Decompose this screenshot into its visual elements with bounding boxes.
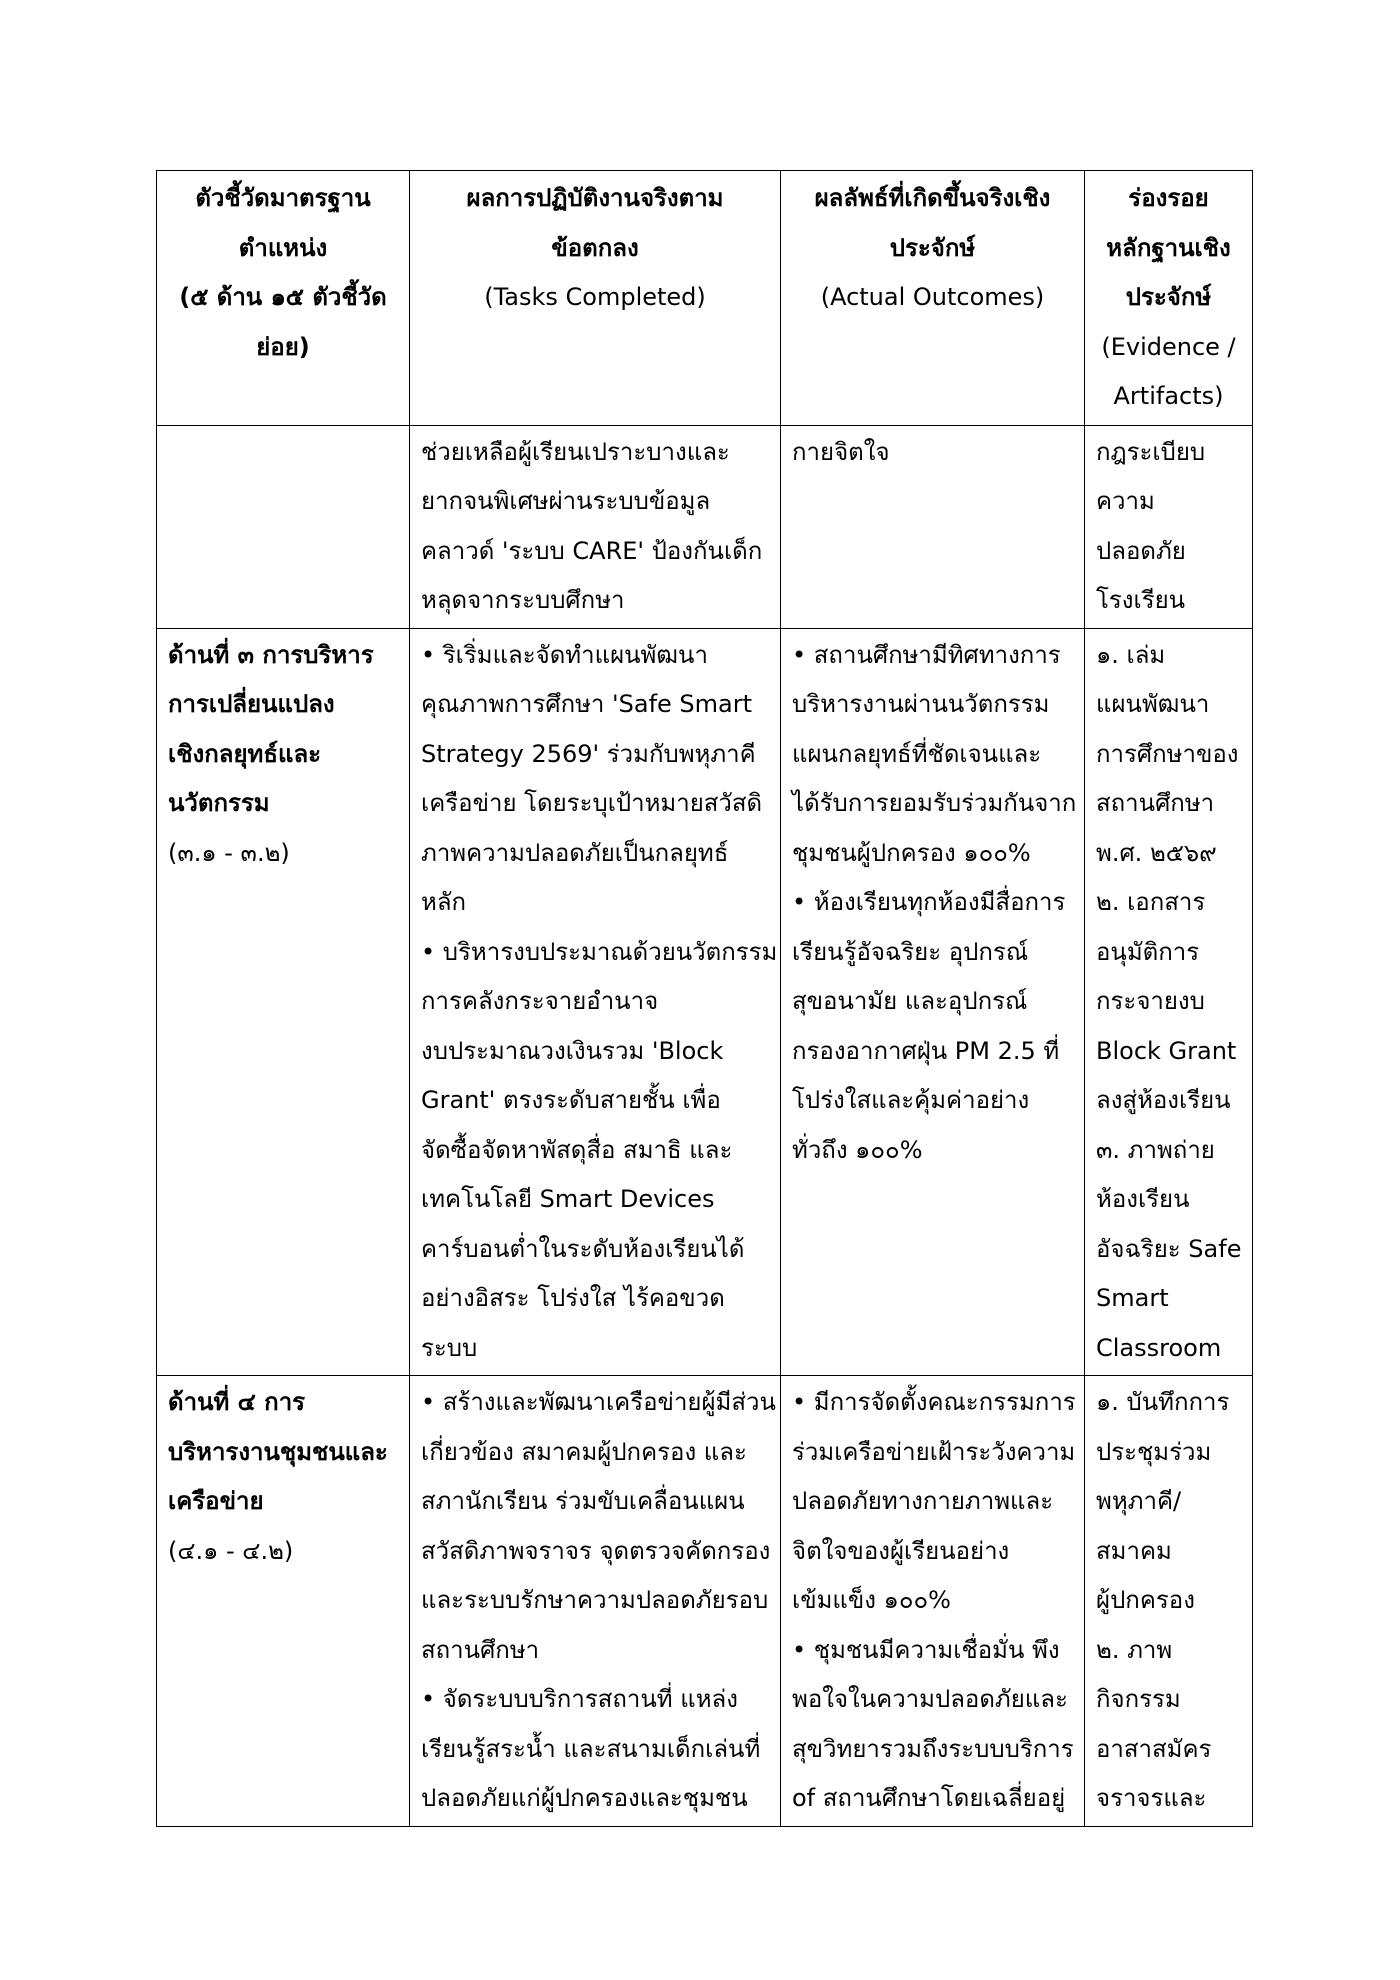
header-indicator bbox=[157, 171, 410, 426]
text-line: (Actual Outcomes) bbox=[820, 283, 1045, 311]
performance-table bbox=[156, 170, 1253, 1827]
indicator-cell bbox=[157, 1376, 410, 1827]
text-line: สมาคม bbox=[1096, 1536, 1172, 1565]
header-evidence bbox=[1085, 171, 1253, 426]
text-line: ผู้ปกครอง bbox=[1096, 1586, 1195, 1614]
evidence-cell bbox=[1085, 1376, 1253, 1827]
text-line: งบประมาณวงเงินรวม 'Block bbox=[421, 1036, 724, 1065]
text-line: การศึกษาของ bbox=[1096, 739, 1239, 768]
text-line: คาร์บอนต่ำในระดับห้องเรียนได้ bbox=[421, 1234, 745, 1263]
text-line: ๓. ภาพถ่าย bbox=[1096, 1135, 1215, 1164]
text-line: ๒. เอกสาร bbox=[1096, 888, 1206, 916]
text-line: เข้มแข็ง ๑๐๐% bbox=[792, 1586, 951, 1614]
text-line: (Evidence / bbox=[1101, 332, 1236, 361]
text-line: จราจรและ bbox=[1096, 1784, 1207, 1812]
text-line: of สถานศึกษาโดยเฉลี่ยอยู่ bbox=[792, 1784, 1066, 1812]
text-line: กระจายงบ bbox=[1096, 987, 1205, 1015]
text-line: เครือข่าย โดยระบุเป้าหมายสวัสดิ bbox=[421, 789, 763, 817]
text-line: • สถานศึกษามีทิศทางการ bbox=[792, 640, 1061, 669]
text-line: ๒. ภาพ bbox=[1096, 1635, 1173, 1664]
text-line: ย่อย) bbox=[256, 332, 310, 361]
text-line: กรองอากาศฝุ่น PM 2.5 ที่ bbox=[792, 1036, 1060, 1065]
text-line: Artifacts) bbox=[1113, 382, 1224, 410]
text-line: • สร้างและพัฒนาเครือข่ายผู้มีส่วน bbox=[421, 1388, 776, 1416]
text-line: สุขอนามัย และอุปกรณ์ bbox=[792, 987, 1028, 1015]
text-line: Grant' ตรงระดับสายชั้น เพื่อ bbox=[421, 1086, 721, 1114]
text-line: อัจฉริยะ Safe bbox=[1096, 1234, 1242, 1263]
indicator-cell bbox=[157, 628, 410, 1376]
text-line: • มีการจัดตั้งคณะกรรมการ bbox=[792, 1388, 1076, 1416]
text-line: กฎระเบียบ bbox=[1096, 437, 1206, 466]
text-line: เทคโนโลยี Smart Devices bbox=[421, 1185, 715, 1213]
text-line: การเปลี่ยนแปลง bbox=[168, 690, 335, 718]
text-line: ปลอดภัยทางกายภาพและ bbox=[792, 1487, 1054, 1515]
text-line: สถานศึกษา bbox=[421, 1635, 540, 1664]
text-line: ประจักษ์ bbox=[889, 233, 976, 262]
indicator-cell bbox=[157, 425, 410, 628]
text-line: • ชุมชนมีความเชื่อมั่น พึง bbox=[792, 1635, 1060, 1664]
text-line: กิจกรรม bbox=[1096, 1685, 1181, 1713]
outcomes-cell bbox=[781, 1376, 1085, 1827]
tasks-cell bbox=[410, 1376, 781, 1827]
text-line: ด้านที่ ๔ การ bbox=[168, 1388, 306, 1416]
text-line: อาสาสมัคร bbox=[1096, 1734, 1212, 1763]
text-line: Strategy 2569' ร่วมกับพหุภาคี bbox=[421, 739, 756, 768]
text-line: ระบบ bbox=[421, 1333, 478, 1362]
text-line: จัดซื้อจัดหาพัสดุสื่อ สมาธิ และ bbox=[421, 1135, 733, 1164]
text-line: คุณภาพการศึกษา 'Safe Smart bbox=[421, 690, 753, 718]
text-line: ผลการปฏิบัติงานจริงตาม bbox=[466, 184, 724, 212]
text-line: ประจักษ์ bbox=[1125, 283, 1212, 311]
outcomes-cell bbox=[781, 425, 1085, 628]
text-line: ทั่วถึง ๑๐๐% bbox=[792, 1135, 923, 1164]
text-line: ตำแหน่ง bbox=[238, 233, 328, 262]
text-line: ๑. บันทึกการ bbox=[1096, 1388, 1230, 1416]
text-line: แผนพัฒนา bbox=[1096, 690, 1210, 718]
text-line: ๑. เล่ม bbox=[1096, 640, 1166, 669]
text-line: (๔.๑ - ๔.๒) bbox=[168, 1536, 294, 1565]
text-line: และระบบรักษาความปลอดภัยรอบ bbox=[421, 1586, 769, 1614]
text-line: สวัสดิภาพจราจร จุดตรวจคัดกรอง bbox=[421, 1536, 771, 1565]
text-line: บริหารงานชุมชนและ bbox=[168, 1437, 388, 1466]
text-line: ลงสู่ห้องเรียน bbox=[1096, 1086, 1231, 1114]
evidence-cell bbox=[1085, 425, 1253, 628]
table-row bbox=[157, 628, 1253, 1376]
text-line: สภานักเรียน ร่วมขับเคลื่อนแผน bbox=[421, 1487, 745, 1515]
text-line: ผลลัพธ์ที่เกิดขึ้นจริงเชิง bbox=[814, 184, 1051, 212]
text-line: (๓.๑ - ๓.๒) bbox=[168, 838, 290, 867]
text-line: อย่างอิสระ โปร่งใส ไร้คอขวด bbox=[421, 1284, 725, 1312]
table-row bbox=[157, 425, 1253, 628]
header-tasks bbox=[410, 171, 781, 426]
text-line: พหุภาคี/ bbox=[1096, 1487, 1182, 1515]
text-line: เรียนรู้อัจฉริยะ อุปกรณ์ bbox=[792, 937, 1029, 966]
text-line: • ริเริ่มและจัดทำแผนพัฒนา bbox=[421, 640, 708, 669]
outcomes-cell bbox=[781, 628, 1085, 1376]
text-line: หลุดจากระบบศึกษา bbox=[421, 586, 625, 614]
text-line: แผนกลยุทธ์ที่ชัดเจนและ bbox=[792, 739, 1042, 768]
tasks-cell bbox=[410, 425, 781, 628]
table-row bbox=[157, 1376, 1253, 1827]
text-line: ข้อตกลง bbox=[551, 233, 639, 262]
text-line: • ห้องเรียนทุกห้องมีสื่อการ bbox=[792, 888, 1066, 916]
text-line: พอใจในความปลอดภัยและ bbox=[792, 1685, 1068, 1713]
text-line: ปลอดภัยแก่ผู้ปกครองและชุมชน bbox=[421, 1784, 748, 1812]
text-line: คลาวด์ 'ระบบ CARE' ป้องกันเด็ก bbox=[421, 536, 763, 565]
text-line: ได้รับการยอมรับร่วมกันจาก bbox=[792, 789, 1077, 817]
text-line: ความ bbox=[1096, 487, 1155, 515]
text-line: ด้านที่ ๓ การบริหาร bbox=[168, 640, 374, 669]
text-line: ปลอดภัย bbox=[1096, 536, 1186, 565]
header-outcomes bbox=[781, 171, 1085, 426]
text-line: กายจิตใจ bbox=[792, 437, 890, 466]
text-line: Smart bbox=[1096, 1284, 1169, 1312]
text-line: ห้องเรียน bbox=[1096, 1185, 1190, 1213]
text-line: นวัตกรรม bbox=[168, 789, 270, 817]
text-line: (๕ ด้าน ๑๕ ตัวชี้วัด bbox=[179, 283, 387, 311]
text-line: สุขวิทยารวมถึงระบบบริการ bbox=[792, 1734, 1074, 1763]
text-line: ชุมชนผู้ปกครอง ๑๐๐% bbox=[792, 838, 1031, 867]
text-line: พ.ศ. ๒๕๖๙ bbox=[1096, 838, 1217, 867]
text-line: • จัดระบบบริการสถานที่ แหล่ง bbox=[421, 1685, 738, 1713]
text-line: (Tasks Completed) bbox=[484, 283, 706, 311]
text-line: ร่องรอย bbox=[1128, 184, 1209, 212]
table-header-row bbox=[157, 171, 1253, 426]
text-line: • บริหารงบประมาณด้วยนวัตกรรม bbox=[421, 937, 778, 966]
text-line: อนุมัติการ bbox=[1096, 937, 1200, 966]
text-line: หลักฐานเชิง bbox=[1106, 233, 1231, 262]
text-line: ประชุมร่วม bbox=[1096, 1437, 1212, 1466]
text-line: ช่วยเหลือผู้เรียนเปราะบางและ bbox=[421, 437, 730, 466]
text-line: การคลังกระจายอำนาจ bbox=[421, 987, 659, 1015]
text-line: ร่วมเครือข่ายเฝ้าระวังความ bbox=[792, 1437, 1076, 1466]
text-line: ภาพความปลอดภัยเป็นกลยุทธ์ bbox=[421, 838, 729, 867]
text-line: ตัวชี้วัดมาตรฐาน bbox=[195, 184, 371, 212]
text-line: สถานศึกษา bbox=[1096, 789, 1215, 817]
text-line: จิตใจของผู้เรียนอย่าง bbox=[792, 1536, 1010, 1565]
text-line: เชิงกลยุทธ์และ bbox=[168, 739, 322, 768]
text-line: หลัก bbox=[421, 888, 467, 916]
text-line: เรียนรู้สระน้ำ และสนามเด็กเล่นที่ bbox=[421, 1734, 761, 1763]
evidence-cell bbox=[1085, 628, 1253, 1376]
text-line: Classroom bbox=[1096, 1333, 1222, 1362]
tasks-cell bbox=[410, 628, 781, 1376]
text-line: โรงเรียน bbox=[1096, 586, 1186, 614]
text-line: เครือข่าย bbox=[168, 1487, 264, 1515]
text-line: โปร่งใสและคุ้มค่าอย่าง bbox=[792, 1086, 1030, 1114]
text-line: เกี่ยวข้อง สมาคมผู้ปกครอง และ bbox=[421, 1437, 747, 1466]
text-line: ยากจนพิเศษผ่านระบบข้อมูล bbox=[421, 487, 711, 515]
text-line: Block Grant bbox=[1096, 1036, 1237, 1065]
text-line: บริหารงานผ่านนวัตกรรม bbox=[792, 690, 1050, 718]
